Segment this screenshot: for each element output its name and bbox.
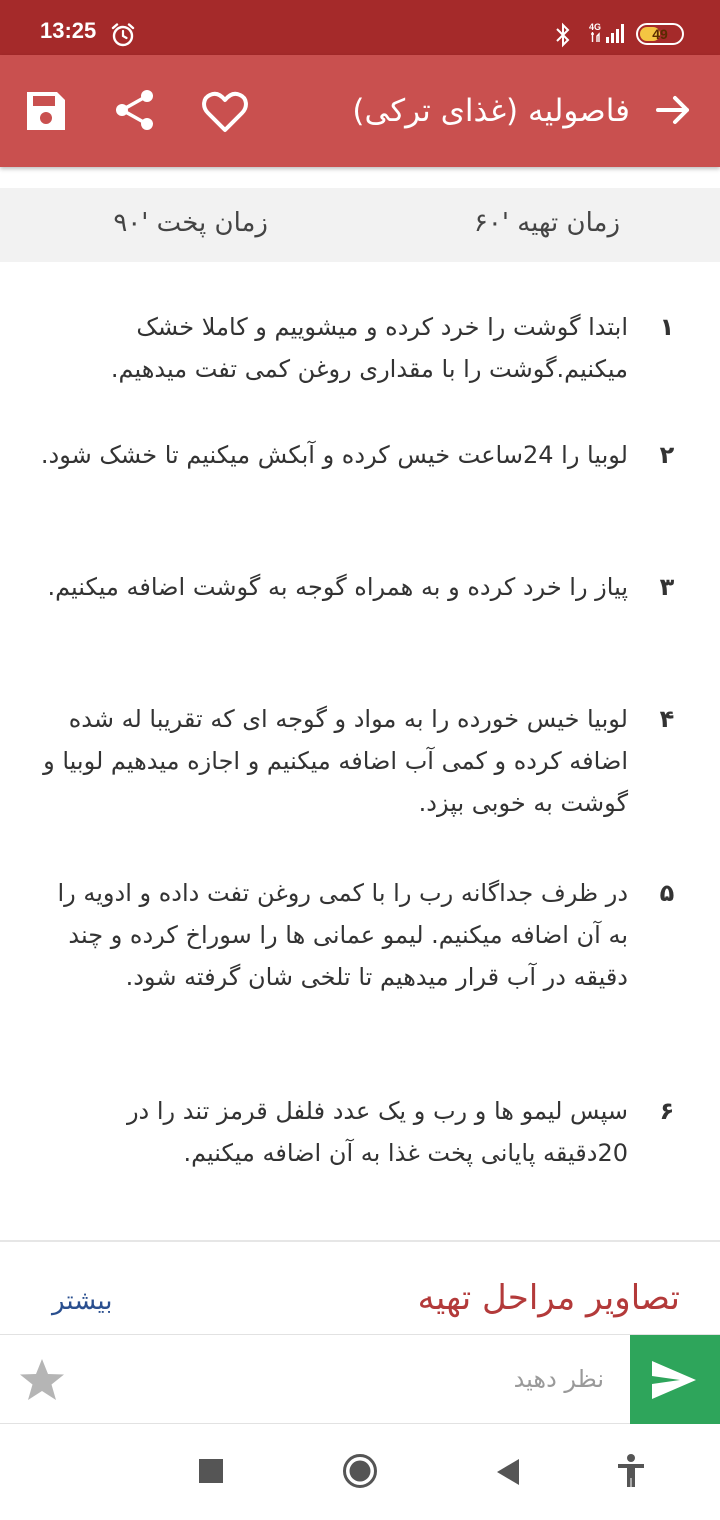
system-nav-bar <box>0 1424 720 1520</box>
battery-text: 49 <box>652 26 668 42</box>
prep-time: زمان تهیه '۶۰ <box>473 208 620 238</box>
step-number: ۶ <box>659 1097 675 1125</box>
times-row <box>0 188 720 262</box>
share-icon[interactable] <box>112 87 158 133</box>
alarm-icon <box>110 22 136 48</box>
divider <box>0 1240 720 1242</box>
step-text: سپس لیمو ها و رب و یک عدد فلفل قرمز تند را در 20دقیقه پایانی پخت غذا به آن اضافه میکنیم. <box>126 1097 628 1167</box>
step-text: در ظرف جداگانه رب را با کمی روغن تفت داده و ادویه را به آن اضافه میکنیم. لیمو عمانی ها را سوراخ کرده و چند دقیقه در آب قرار میدهیم تا تلخی شان گرفته شود. <box>57 879 628 991</box>
cook-time: زمان پخت '۹۰ <box>113 208 268 238</box>
send-button[interactable] <box>630 1335 720 1424</box>
more-link[interactable]: بیشتر <box>52 1286 113 1316</box>
home-icon[interactable] <box>342 1453 378 1489</box>
step-number: ۴ <box>659 705 675 733</box>
bluetooth-icon <box>552 22 574 48</box>
status-bar <box>0 0 720 55</box>
send-icon <box>650 1358 698 1402</box>
accessibility-icon[interactable] <box>616 1453 646 1489</box>
app-bar <box>0 55 720 167</box>
step-text: لوبیا خیس خورده را به مواد و گوجه ای که تقریبا له شده اضافه کرده و کمی آب اضافه میکنیم و اجازه میدهیم لوبیا و گوشت به خوبی بپزد. <box>43 705 628 817</box>
step-number: ۵ <box>659 879 675 907</box>
network-type: 4G <box>589 22 602 32</box>
battery-icon <box>636 23 684 45</box>
step-text: پیاز را خرد کرده و به همراه گوجه به گوشت اضافه میکنیم. <box>47 573 628 601</box>
step-number: ۲ <box>659 441 675 469</box>
page-title: فاصولیه (غذای ترکی) <box>352 93 630 129</box>
signal-icon <box>588 20 628 46</box>
arrow-right-icon[interactable] <box>652 89 694 131</box>
status-time: 13:25 <box>40 18 97 43</box>
back-icon[interactable] <box>494 1457 522 1487</box>
star-icon[interactable] <box>18 1357 66 1403</box>
gallery-title: تصاویر مراحل تهیه <box>417 1278 680 1318</box>
step-text: ابتدا گوشت را خرد کرده و میشوییم و کاملا خشک میکنیم.گوشت را با مقداری روغن کمی تفت میدهیم. <box>110 313 628 383</box>
step-number: ۳ <box>659 573 675 601</box>
recents-icon[interactable] <box>199 1459 223 1483</box>
step-text: لوبیا را 24ساعت خیس کرده و آبکش میکنیم تا خشک شود. <box>40 441 628 469</box>
heart-icon[interactable] <box>200 89 250 135</box>
comment-input[interactable] <box>80 1351 610 1407</box>
save-icon[interactable] <box>24 89 68 133</box>
step-number: ۱ <box>659 313 675 341</box>
comment-bar <box>0 1334 720 1424</box>
